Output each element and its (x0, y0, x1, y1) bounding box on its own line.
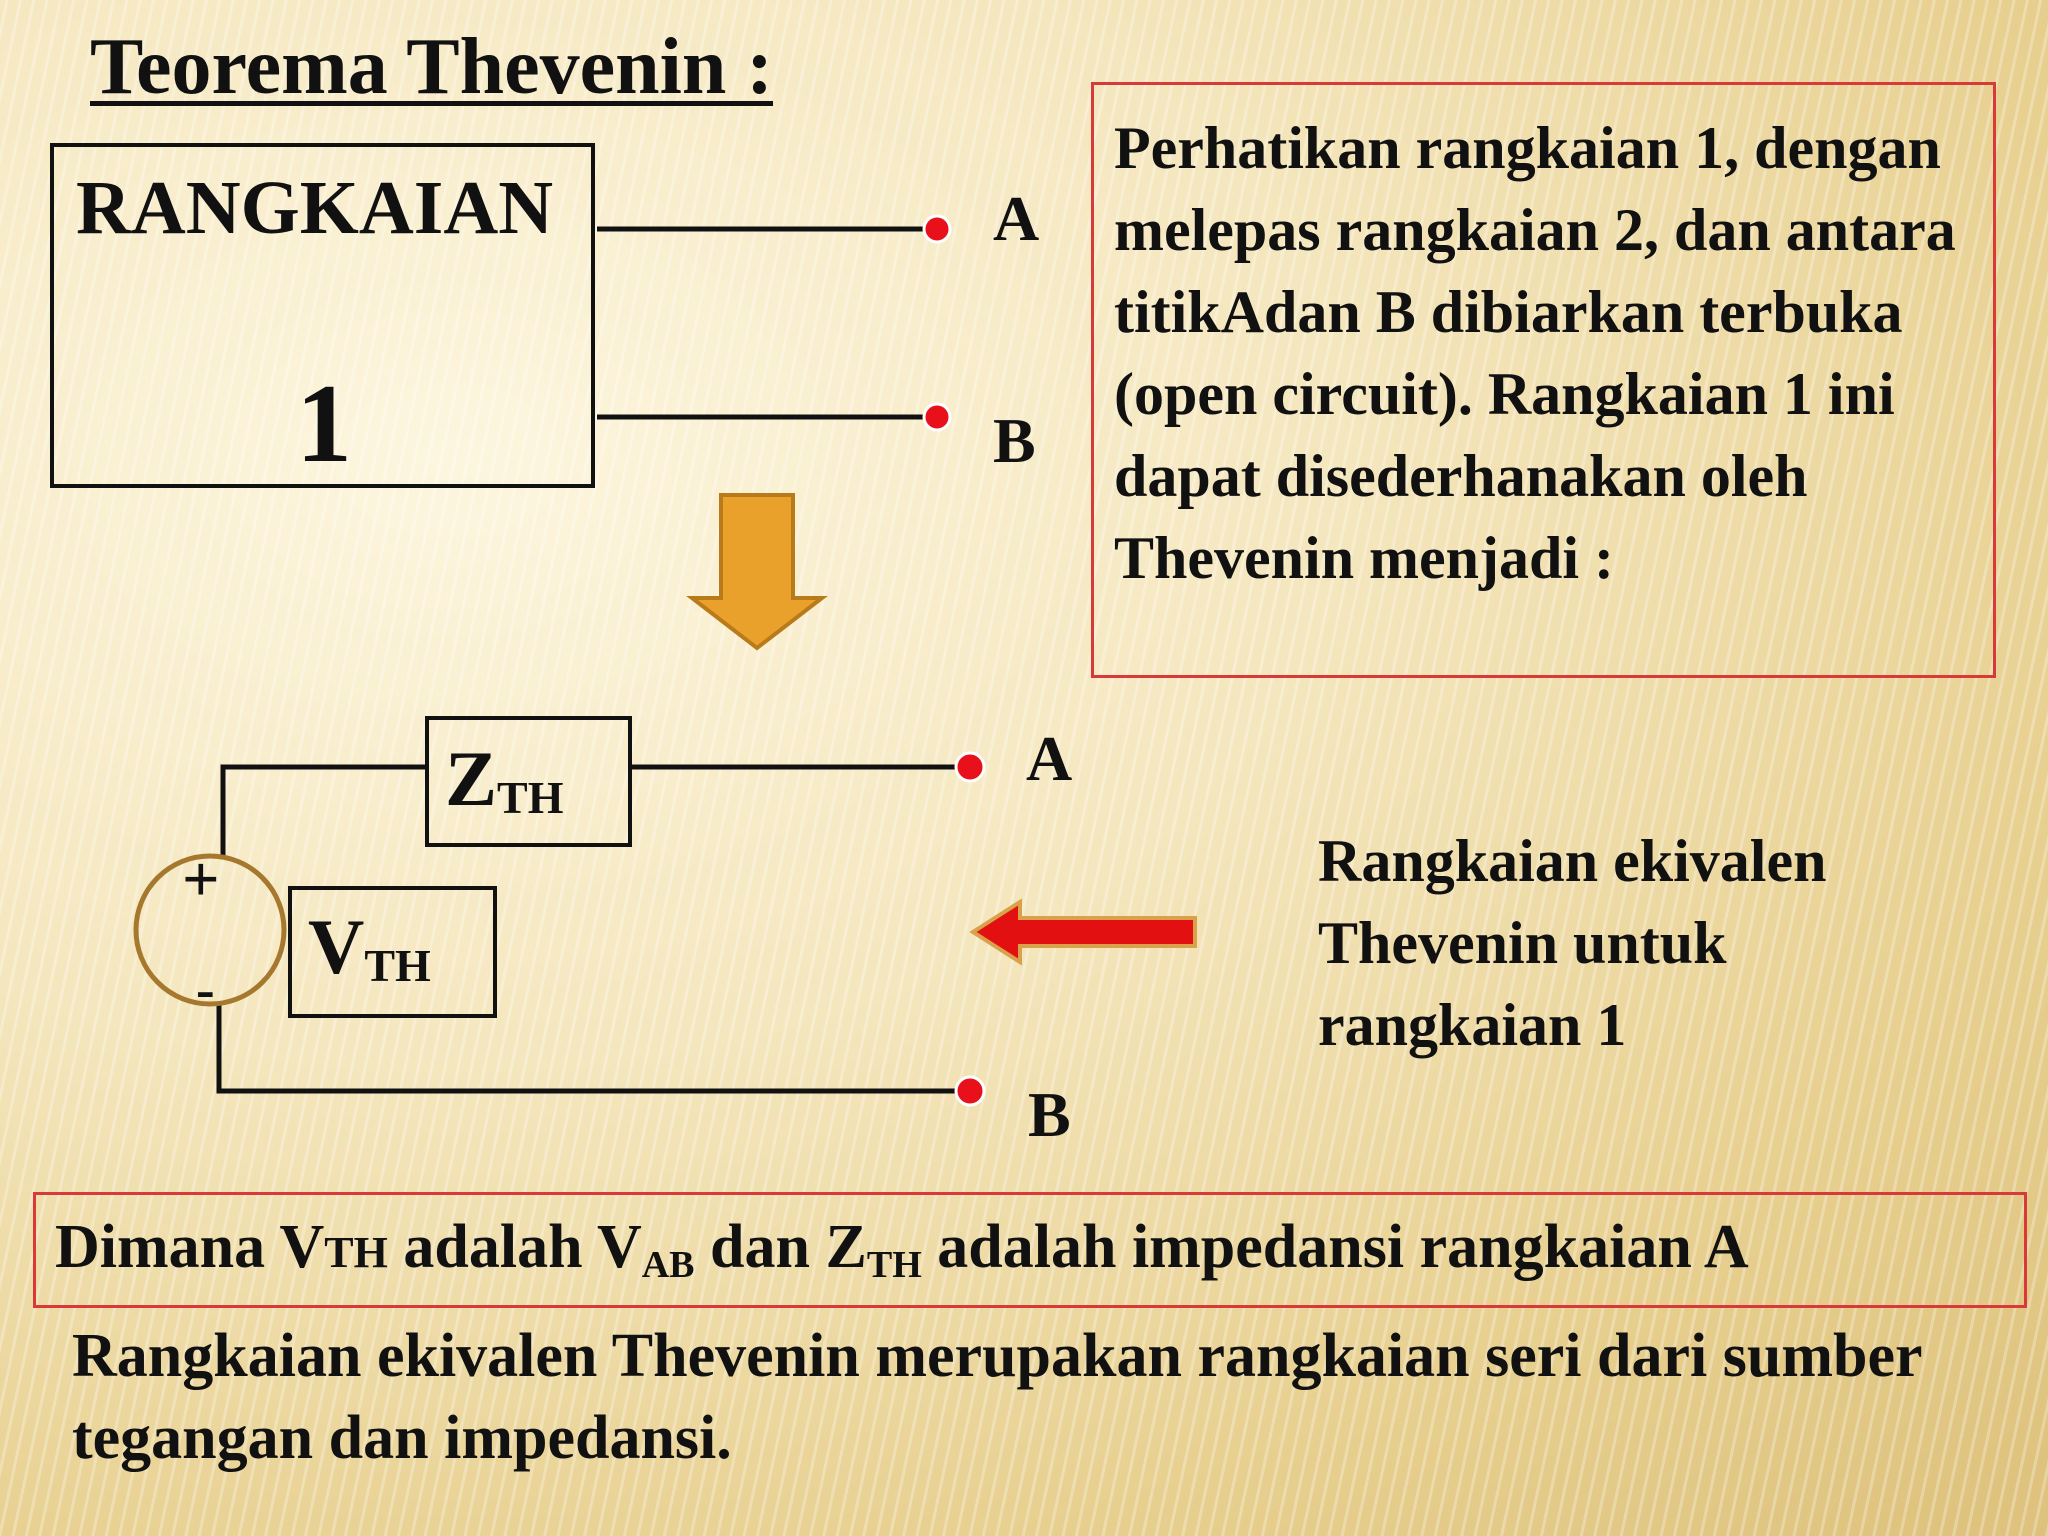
summary-text: Rangkaian ekivalen Thevenin merupakan rangkaian seri dari sumber tegangan dan impedansi. (72, 1322, 1922, 1472)
terminal-a-dot-bottom (956, 753, 984, 781)
terminal-a-label-bottom: A (1026, 723, 1073, 794)
vth-label: $V_{TH}$ (308, 903, 431, 991)
wire-source-to-zth (223, 767, 425, 855)
circuit-1-number: 1 (296, 362, 352, 486)
slide-title: Teorema Thevenin : (90, 23, 774, 111)
info-text: Perhatikan rangkaian 1, dengan melepas rangkaian 2, dan antara titikAdan B dibiarkan terbuka (open circuit). Rangkaian 1 ini dapat disederhanakan oleh Thevenin menjadi : (1114, 115, 1956, 591)
terminal-a-dot-top (924, 216, 950, 242)
left-arrow-icon (973, 902, 1195, 962)
terminal-b-label-top: B (993, 405, 1036, 476)
terminal-b-dot-bottom (956, 1077, 984, 1105)
terminal-b-label-bottom: B (1028, 1079, 1071, 1150)
equivalent-caption: Rangkaian ekivalen Thevenin untuk rangkaian 1 (1318, 828, 1827, 1058)
down-arrow-icon (692, 495, 822, 648)
circuit-1-label: RANGKAIAN (76, 166, 554, 250)
zth-label: $Z_{TH}$ (445, 735, 564, 823)
terminal-a-label-top: A (993, 183, 1040, 254)
definition-text: Dimana VTH adalah $V_{AB}$ dan $Z_{TH}$ adalah impedansi rangkaian A (55, 1213, 1749, 1286)
minus-sign: - (196, 959, 215, 1021)
plus-sign: + (182, 843, 220, 916)
terminal-b-dot-top (924, 404, 950, 430)
